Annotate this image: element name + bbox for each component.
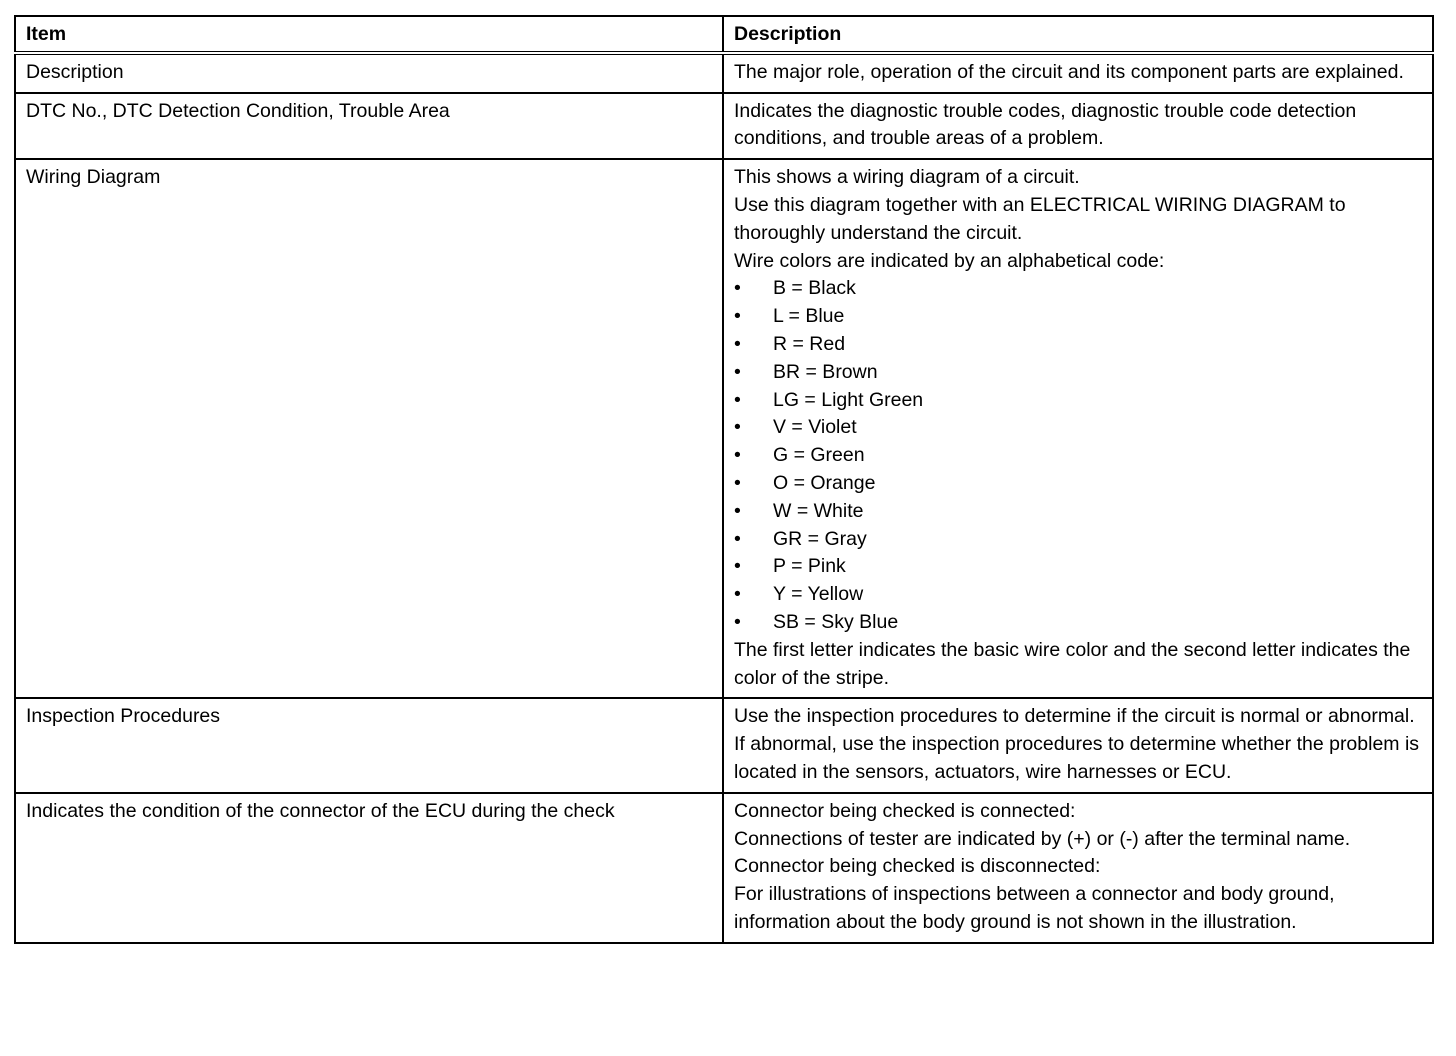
bullet-icon: • — [734, 305, 741, 328]
list-item — [734, 303, 1422, 331]
color-code: GR = Gray — [773, 527, 867, 550]
header-description: Description — [723, 16, 1433, 53]
header-item: Item — [15, 16, 723, 53]
table-row — [15, 793, 1433, 943]
bullet-icon: • — [734, 527, 741, 550]
list-item — [734, 275, 1422, 303]
bullet-icon: • — [734, 471, 741, 494]
color-code: L = Blue — [773, 305, 845, 328]
description-line: Use the inspection procedures to determine if the circuit is normal or abnormal. If abnormal, use the inspection procedures to determine whether the problem is located in the sensors, actuators, wire harnesses or ECU. — [734, 705, 1420, 783]
item-cell: DTC No., DTC Detection Condition, Trouble Area — [15, 93, 723, 160]
bullet-icon: • — [734, 360, 741, 383]
description-line: Wire colors are indicated by an alphabetical code: — [734, 249, 1165, 272]
list-item — [734, 442, 1422, 470]
color-code: V = Violet — [773, 416, 857, 439]
bullet-icon: • — [734, 583, 741, 606]
description-cell — [723, 53, 1433, 93]
table-row — [15, 53, 1433, 93]
table-row — [15, 159, 1433, 698]
color-code: SB = Sky Blue — [773, 610, 899, 633]
color-code: W = White — [773, 499, 864, 522]
color-code: B = Black — [773, 277, 856, 300]
list-item — [734, 470, 1422, 498]
list-item — [734, 414, 1422, 442]
color-code: LG = Light Green — [773, 388, 924, 411]
color-code: R = Red — [773, 332, 846, 355]
description-line: The first letter indicates the basic wire color and the second letter indicates the color of the stripe. — [734, 638, 1411, 689]
table-row — [15, 93, 1433, 160]
bullet-icon: • — [734, 332, 741, 355]
description-line: Connector being checked is connected: — [734, 799, 1076, 822]
list-item — [734, 387, 1422, 415]
description-cell — [723, 698, 1433, 792]
description-line: Use this diagram together with an ELECTRICAL WIRING DIAGRAM to thoroughly understand the circuit. — [734, 193, 1346, 244]
description-line: The major role, operation of the circuit and its component parts are explained. — [734, 60, 1404, 83]
item-cell: Wiring Diagram — [15, 159, 723, 698]
bullet-icon: • — [734, 444, 741, 467]
item-cell: Description — [15, 53, 723, 93]
color-code: Y = Yellow — [773, 583, 864, 606]
list-item — [734, 609, 1422, 637]
color-code: G = Green — [773, 444, 865, 467]
color-code: O = Orange — [773, 471, 876, 494]
description-cell — [723, 93, 1433, 160]
color-code: BR = Brown — [773, 360, 878, 383]
wire-color-list — [734, 275, 1422, 636]
bullet-icon: • — [734, 610, 741, 633]
table-row — [15, 698, 1433, 792]
bullet-icon: • — [734, 555, 741, 578]
color-code: P = Pink — [773, 555, 846, 578]
reference-table — [14, 15, 1434, 944]
bullet-icon: • — [734, 277, 741, 300]
list-item — [734, 526, 1422, 554]
header-row — [15, 16, 1433, 53]
item-cell: Inspection Procedures — [15, 698, 723, 792]
list-item — [734, 553, 1422, 581]
bullet-icon: • — [734, 388, 741, 411]
bullet-icon: • — [734, 499, 741, 522]
description-line: For illustrations of inspections between a connector and body ground, information about the body ground is not shown in the illustration. — [734, 883, 1335, 933]
description-line: Connector being checked is disconnected: — [734, 855, 1101, 878]
description-cell — [723, 793, 1433, 943]
bullet-icon: • — [734, 416, 741, 439]
description-line: Connections of tester are indicated by (+) or (-) after the terminal name. — [734, 827, 1351, 850]
item-cell: Indicates the condition of the connector of the ECU during the check — [15, 793, 723, 943]
description-cell — [723, 159, 1433, 698]
description-line: This shows a wiring diagram of a circuit. — [734, 166, 1080, 189]
list-item — [734, 359, 1422, 387]
description-line: Indicates the diagnostic trouble codes, diagnostic trouble code detection conditions, and trouble areas of a problem. — [734, 99, 1357, 150]
list-item — [734, 581, 1422, 609]
list-item — [734, 331, 1422, 359]
list-item — [734, 498, 1422, 526]
